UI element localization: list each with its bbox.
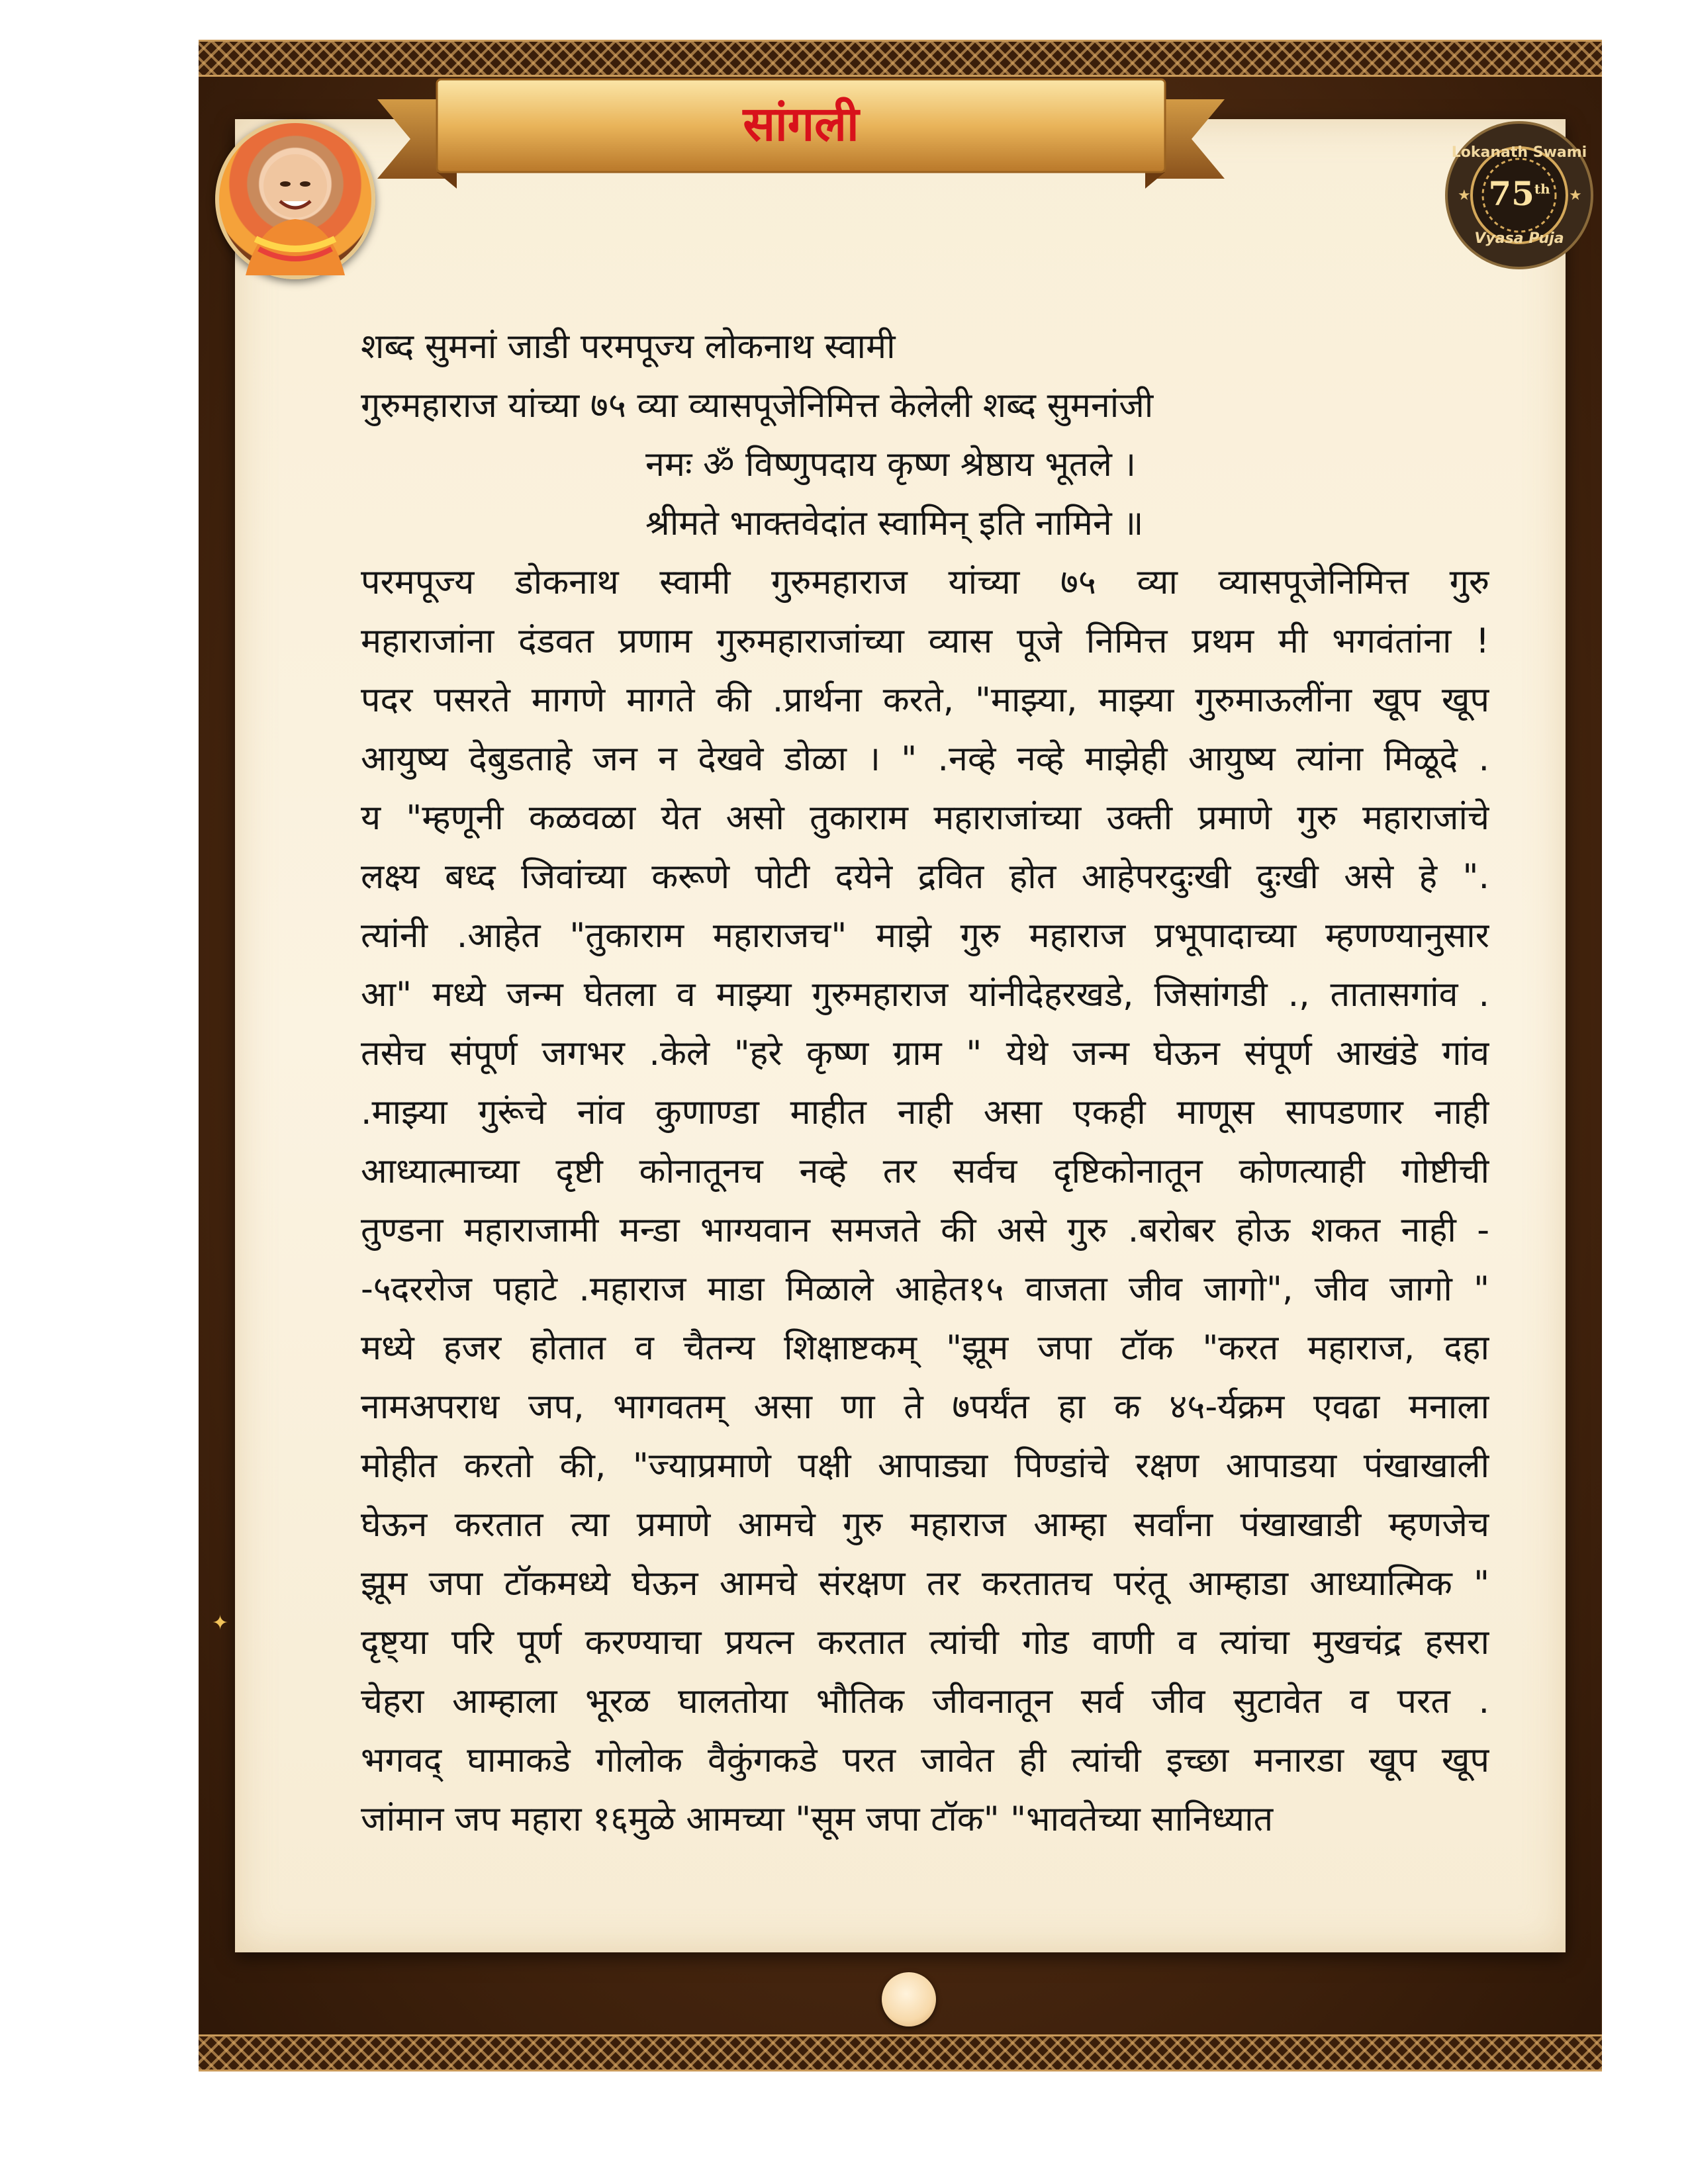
body-line: भगवद् घामाकडे गोलोक वैकुंगकडे परत जावेत ही त्यांची इच्छा मनारडा खूप खूप [361, 1741, 1489, 1780]
badge-number-value: 75 [1488, 174, 1534, 213]
body-line: झूम जपा टॉकमध्ये घेऊन आमचे संरक्षण तर करतातच परंतू आम्हाडा आध्यात्मिक " [361, 1564, 1489, 1604]
body-line: आध्यात्माच्या दृष्टी कोनातूनच नव्हे तर सर्वच दृष्टिकोनातून कोणत्याही गोष्टीची [361, 1152, 1489, 1191]
body-line: परमपूज्य डोकनाथ स्वामी गुरुमहाराज यांच्या ७५ व्या व्यासपूजेनिमित्त गुरु [361, 563, 1489, 602]
body-line: श्रीमते भाक्तवेदांत स्वामिन् इति नामिने ॥ [645, 504, 1144, 543]
body-line: तसेच संपूर्ण जगभर .केले "हरे कृष्ण ग्राम " येथे जन्म घेऊन संपूर्ण आखंडे गांव [361, 1034, 1489, 1073]
badge-number [1443, 174, 1595, 213]
body-line: लक्ष्य बध्द जिवांच्या करूणे पोटी दयेने द्रवित होत आहेपरदुःखी दुःखी असे हे ". [361, 857, 1489, 897]
body-line: य "म्हणूनी कळवळा येत असो तुकाराम महाराजांच्या उक्ती प्रमाणे गुरु महाराजांचे [361, 798, 1489, 838]
svg-text:★: ★ [1458, 187, 1471, 204]
page-title: सांगली [743, 96, 859, 152]
badge-top-text: Lokanath Swami [1451, 144, 1587, 161]
body-line: मध्ये हजर होतात व चैतन्य शिक्षाष्टकम् "झूम जपा टॉक "करत महाराज, दहा [361, 1328, 1489, 1368]
body-line: दृष्ट्या परि पूर्ण करण्याचा प्रयत्न करतात त्यांची गोड वाणी व त्यांचा मुखचंद्र हसरा [361, 1623, 1489, 1662]
body-line: त्यांनी .आहेत "तुकाराम महाराजच" माझे गुरु महाराज प्रभूपादाच्या म्हणण्यानुसार [361, 916, 1489, 956]
body-line: पदर पसरते मागणे मागते की .प्रार्थना करते, "माझ्या, माझ्या गुरुमाऊलींना खूप खूप [361, 680, 1489, 720]
decorative-border-bottom [199, 2034, 1602, 2071]
body-text [361, 318, 1489, 1849]
vyasa-puja-badge [1443, 119, 1595, 271]
body-line: मोहीत करतो की, "ज्याप्रमाणे पक्षी आपाड्या पिण्डांचे रक्षण आपाडया पंखाखाली [361, 1446, 1489, 1486]
body-line: महाराजांना दंडवत प्रणाम गुरुमहाराजांच्या व्यास पूजे निमित्त प्रथम मी भगवंतांना ! [361, 621, 1489, 661]
svg-text:★: ★ [1569, 187, 1582, 204]
body-line: शब्द सुमनां जाडी परमपूज्य लोकनाथ स्वामी [361, 327, 896, 367]
badge-number-suffix: th [1534, 181, 1550, 197]
badge-bottom-text: Vyasa Puja [1474, 230, 1564, 247]
portrait-icon [219, 123, 371, 275]
guru-portrait [215, 119, 375, 279]
title-ribbon [377, 73, 1225, 192]
body-line: नामअपराध जप, भागवतम् असा णा ते ७पर्यंत हा क ४५-र्यक्रम एवढा मनाला [361, 1387, 1489, 1427]
body-line: तुण्डना महाराजामी मन्डा भाग्यवान समजते की असे गुरु .बरोबर होऊ शकत नाही - [361, 1210, 1489, 1250]
body-line: आ" मध्ये जन्म घेतला व माझ्या गुरुमहाराज यांनीदेहरखडे, जिसांगडी ., तातासगांव . [361, 975, 1489, 1015]
body-line: -५दररोज पहाटे .महाराज माडा मिळाले आहेत१५ वाजता जीव जागो", जीव जागो " [361, 1269, 1489, 1309]
body-line: जांमान जप महारा १६मुळे आमच्या "सूम जपा टॉक" "भावतेच्या सानिध्यात [361, 1799, 1274, 1839]
body-line: घेऊन करतात त्या प्रमाणे आमचे गुरु महाराज आम्हा सर्वांना पंखाखाडी म्हणजेच [361, 1505, 1489, 1545]
sparkle-icon: ✦ [212, 1612, 229, 1635]
decorative-border-top [199, 40, 1602, 77]
body-line: .माझ्या गुरूंचे नांव कुणाण्डा माहीत नाही असा एकही माणूस सापडणार नाही [361, 1093, 1489, 1132]
body-line: गुरुमहाराज यांच्या ७५ व्या व्यासपूजेनिमित्त केलेली शब्द सुमनांजी [361, 386, 1154, 426]
body-line: नमः ॐ विष्णुपदाय कृष्ण श्रेष्ठाय भूतले । [645, 445, 1137, 484]
body-line: आयुष्य देबुडताहे जन न देखवे डोळा । " .नव्हे नव्हे माझेही आयुष्य त्यांना मिळूदे . [361, 739, 1489, 779]
body-line: चेहरा आम्हाला भूरळ घालतोया भौतिक जीवनातून सर्व जीव सुटावेत व परत . [361, 1682, 1489, 1721]
page-indicator-dot [882, 1972, 936, 2026]
